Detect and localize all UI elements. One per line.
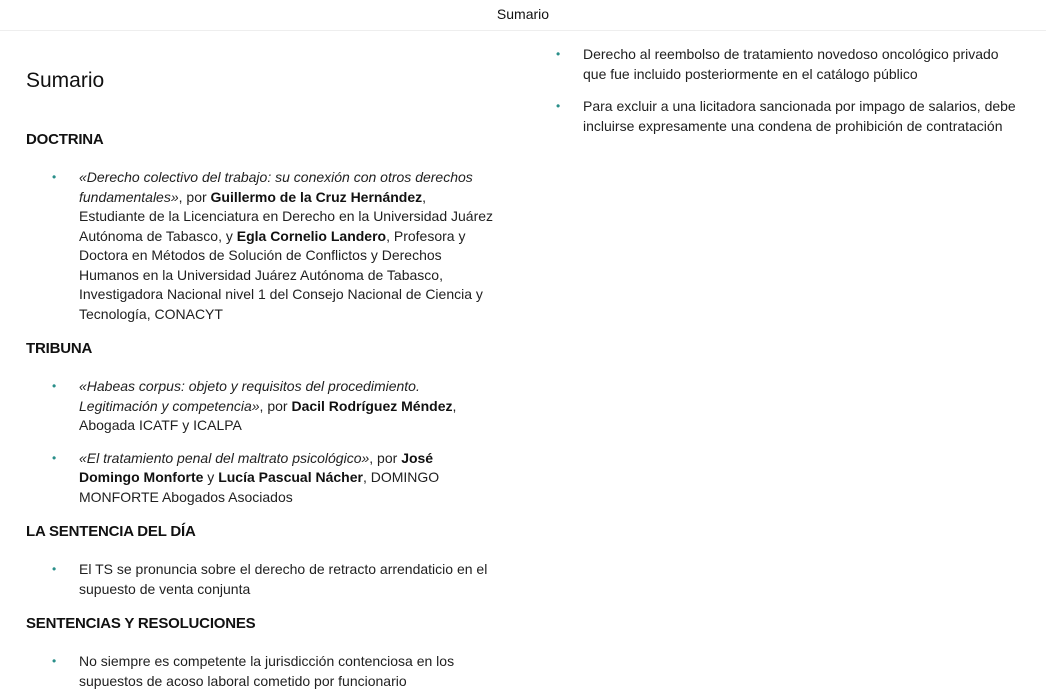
article-title: «El tratamiento penal del maltrato psicológico» [79, 449, 370, 466]
author-name: Lucía Pascual Nácher [218, 469, 363, 485]
bullet-icon: • [52, 562, 57, 576]
list-item[interactable] [26, 377, 500, 436]
list-item[interactable] [556, 45, 1026, 84]
bullet-icon: • [556, 47, 561, 61]
bullet-icon: • [52, 450, 57, 465]
top-bar [0, 0, 1046, 31]
text-por: , por [369, 449, 402, 466]
author-name: Guillermo de la Cruz Hernández [210, 188, 423, 205]
doctrina-list [26, 168, 500, 324]
text-por: , por [259, 397, 292, 414]
section-title-doctrina: DOCTRINA [26, 131, 104, 148]
bullet-icon: • [52, 654, 57, 668]
author-desc: , Estudiante de la Licenciatura en Derecho en la Universidad Juárez Autónoma de Tabasco, y [79, 188, 494, 244]
section-title-tribuna: TRIBUNA [26, 340, 93, 357]
list-item[interactable] [26, 449, 500, 508]
section-title-sentencias: SENTENCIAS Y RESOLUCIONES [26, 615, 256, 632]
sentencia-dia-list [26, 560, 500, 599]
list-item[interactable] [556, 97, 1026, 136]
article-title: «Habeas corpus: objeto y requisitos del procedimiento. Legitimación y competencia» [79, 378, 420, 414]
author-name: Dacil Rodríguez Méndez [291, 397, 453, 414]
list-item[interactable] [26, 560, 500, 599]
top-bar-title: Sumario [496, 6, 550, 22]
bullet-icon: • [52, 379, 57, 393]
tribuna-list [26, 377, 500, 507]
author-desc: , DOMINGO MONFORTE Abogados Asociados [79, 469, 440, 505]
bullet-icon: • [556, 99, 561, 113]
author-name: José Domingo Monforte [79, 449, 434, 485]
section-title-sentencia-del-dia: LA SENTENCIA DEL DÍA [26, 523, 196, 540]
content-layout [0, 31, 1046, 691]
item-text: Derecho al reembolso de tratamiento novedoso oncológico privado que fue incluido posteriormente en el catálogo público [583, 46, 999, 82]
author-desc: , Abogada ICATF y ICALPA [79, 397, 457, 433]
author-name: Egla Cornelio Landero [236, 227, 387, 244]
article-title: «Derecho colectivo del trabajo: su conexión con otros derechos fundamentales» [79, 169, 473, 205]
list-item[interactable] [26, 168, 500, 324]
page-title: Sumario [26, 69, 105, 92]
item-text: Para excluir a una licitadora sancionada por impago de salarios, debe incluirse expresamente una condena de prohibición de contratación [583, 98, 1016, 134]
item-text: No siempre es competente la jurisdicción contenciosa en los supuestos de acoso laboral cometido por funcionario [79, 653, 455, 689]
text-por: , por [178, 188, 211, 205]
bullet-icon: • [52, 170, 57, 184]
left-column [0, 31, 500, 691]
author-desc: y [203, 469, 219, 485]
right-column [500, 31, 1046, 691]
author-desc: , Profesora y Doctora en Métodos de Solución de Conflictos y Derechos Humanos en la Universidad Juárez Autónoma de Tabasco, Investigadora Nacional nivel 1 del Consejo Nacional de Ciencia y Tecnología, CONACYT [79, 227, 483, 322]
item-text: El TS se pronuncia sobre el derecho de retracto arrendaticio en el supuesto de venta conjunta [79, 561, 488, 597]
sentencias-list-right [556, 45, 1026, 136]
